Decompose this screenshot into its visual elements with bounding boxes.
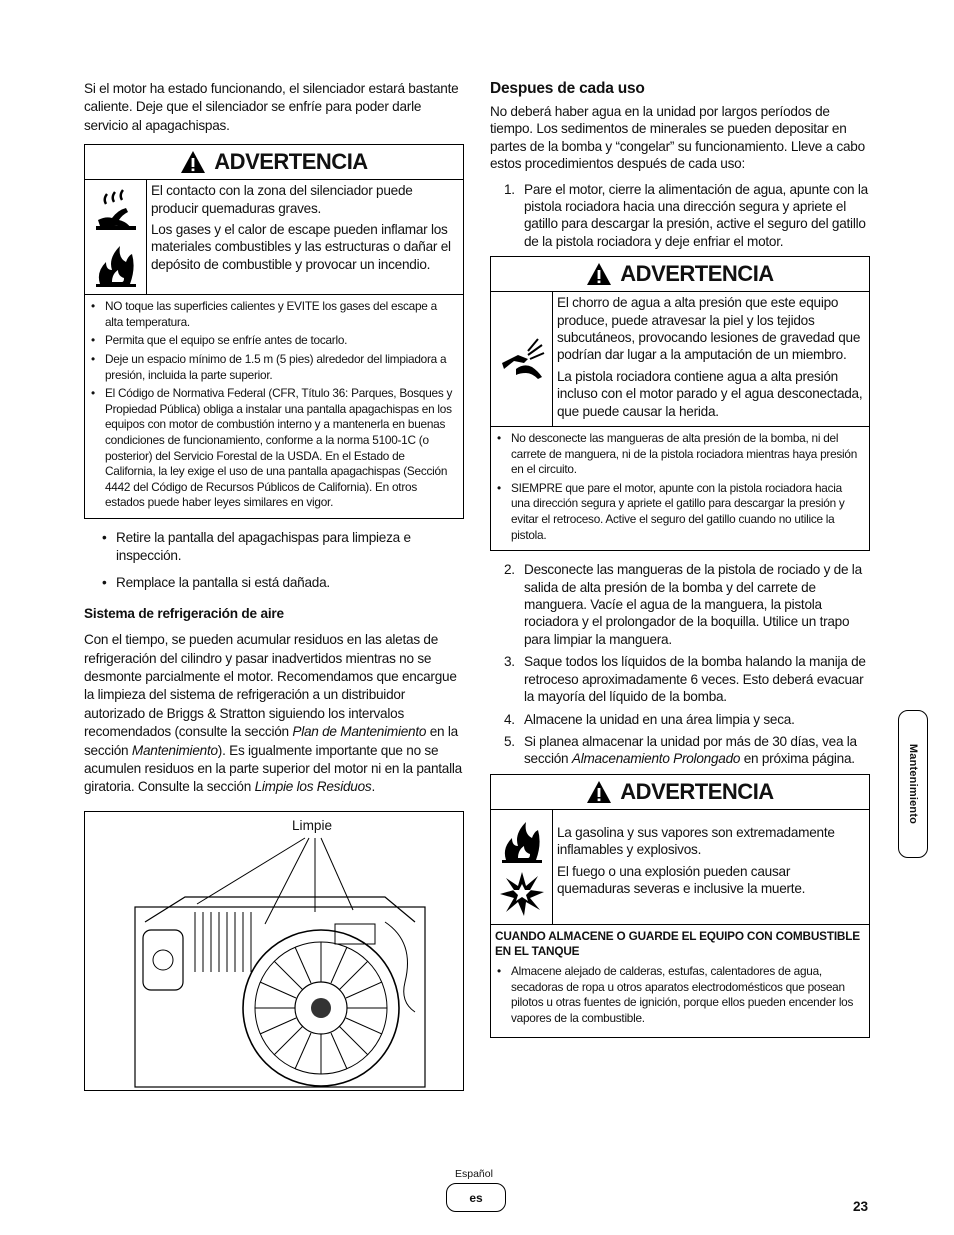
fire-icon bbox=[498, 816, 546, 864]
muffler-intro: Si el motor ha estado funcionando, el silenciador estará bastante caliente. Deje que el silenciador se enfríe para poder darle servicio al apagachispas. bbox=[84, 81, 459, 133]
warning-icons bbox=[491, 292, 553, 426]
warning-text-explosion: El fuego o una explosión pueden causar quemaduras severas e inclusive la muerte. bbox=[557, 863, 806, 896]
list-item: • El Código de Normativa Federal (CFR, Título 36: Parques, Bosques y Propiedad Pública) obliga a instalar una pantalla apagachispas en los equipos con motor de combustión interno y a mantenerla en buenas condiciones de funcionamiento, conforme a la norma 5100-1C (o posterior) del Servicio Forestal de la USDA. En el Estado de California, la ley exige el uso de una pantalla apagachispas (Sección 4442 del Código de Recursos Públicos de California). En otros estados puede haber leyes similares en vigor. bbox=[91, 386, 457, 511]
list-item: • Almacene alejado de calderas, estufas, calentadores de agua, secadoras de ropa u otros aparatos electrodomésticos que posean pilotos u otras fuentes de ignición, porque ellos pueden encender los vapores de la combustible. bbox=[497, 964, 863, 1026]
warning-title: ADVERTENCIA bbox=[214, 149, 368, 175]
warning-text-injection: El chorro de agua a alta presión que este equipo produce, puede atravesar la piel y los tejidos subcutáneos, provocando lesiones de gravedad que podrían dar lugar a la amputación de un miembro. bbox=[557, 295, 861, 363]
warning-text-gun-pressure: La pistola rociadora contiene agua a alta presión incluso con el motor parado y el agua desconectada, que puede causar la herida. bbox=[557, 368, 863, 419]
right-column bbox=[490, 80, 870, 1038]
warning-box-muffler bbox=[84, 144, 464, 519]
side-tab-label: Mantenimiento bbox=[907, 743, 919, 825]
list-item: • SIEMPRE que pare el motor, apunte con la pistola rociadora hacia una dirección segura y apriete el gatillo para descargar la presión y evitar el retroceso. Active el seguro del gatillo cuando no utilice la pistola. bbox=[497, 481, 863, 543]
engine-figure bbox=[84, 811, 464, 1091]
warning-title: ADVERTENCIA bbox=[620, 261, 774, 287]
steps-list-start bbox=[504, 181, 870, 251]
list-item: 4. Almacene la unidad en una área limpia y seca. bbox=[504, 711, 795, 727]
list-item: • Remplace la pantalla si está dañada. bbox=[102, 574, 464, 592]
language-code-badge: es bbox=[446, 1183, 506, 1212]
warning-box-pressure bbox=[490, 256, 870, 551]
list-item: 3. Saque todos los líquidos de la bomba halando la manija de retroceso aproximadamente 6 veces. Esto deberá evacuar la mayoría del líquido de la bomba. bbox=[504, 654, 866, 705]
warning-triangle-icon bbox=[180, 150, 206, 174]
section-side-tab bbox=[898, 710, 928, 858]
warning-text-burns: El contacto con la zona del silenciador puede producir quemaduras graves. bbox=[151, 183, 413, 216]
warning-box-fuel bbox=[490, 774, 870, 1039]
warning-header bbox=[491, 257, 869, 292]
cooling-section-title: Sistema de refrigeración de aire bbox=[84, 606, 284, 622]
fire-icon bbox=[92, 240, 140, 288]
warning-text bbox=[553, 292, 869, 426]
explosion-icon bbox=[498, 870, 546, 918]
list-item: 2. Desconecte las mangueras de la pistola de rociado y de la salida de alta presión de la bomba y del carrete de manguera. Vacíe el agua de la manguera, la pistola rociadora y el prolongador de la boquilla. Utilice un trapo para limpiar la manguera. bbox=[504, 562, 862, 647]
warning-text bbox=[147, 180, 463, 294]
injection-hazard-icon bbox=[498, 335, 546, 383]
cooling-paragraph: Con el tiempo, se pueden acumular residuos en las aletas de refrigeración del cilindro y pasar inadvertidos mientras no se desmonte parcialmente el motor. Recomendamos que encargue la limpieza del sistema de refrigeración a un distribuidor autorizado de Briggs & Stratton siguiendo los intervalos recomendados (consulte la sección Plan de Mantenimiento en la sección Mantenimiento). Es igualmente importante que no se acumulen residuos en la parte superior del motor ni en la pantalla giratoria. Consulte la sección Limpie los Residuos. bbox=[84, 632, 462, 795]
warning-body bbox=[491, 810, 869, 925]
warning-caps-heading: CUANDO ALMACENE O GUARDE EL EQUIPO CON COMBUSTIBLE EN EL TANQUE bbox=[495, 928, 860, 959]
spark-arrester-bullets bbox=[102, 529, 464, 592]
warning-title: ADVERTENCIA bbox=[620, 778, 774, 804]
figure-label-clean: Limpie bbox=[292, 817, 333, 833]
list-item: • Retire la pantalla del apagachispas para limpieza e inspección. bbox=[102, 529, 464, 566]
list-item: 1. Pare el motor, cierre la alimentación de agua, apunte con la pistola rociadora hacia una dirección segura y apriete el gatillo para descargar la presión, active el seguro del gatillo de la pistola rociadora y deje enfriar el motor. bbox=[504, 181, 868, 249]
page-number: 23 bbox=[853, 1199, 869, 1214]
warning-icons bbox=[85, 180, 147, 294]
hot-surface-icon bbox=[92, 186, 140, 234]
list-item: • Deje un espacio mínimo de 1.5 m (5 pies) alrededor del limpiadora a presión, incluida la parte superior. bbox=[91, 352, 457, 383]
steps-list-continued bbox=[504, 561, 870, 767]
footer-language: Español bbox=[455, 1168, 493, 1180]
warning-text bbox=[553, 810, 869, 924]
warning-header bbox=[85, 145, 463, 180]
warning-bullets bbox=[491, 962, 869, 1037]
after-use-title: Despues de cada uso bbox=[490, 80, 645, 97]
warning-bullets bbox=[491, 427, 869, 550]
warning-triangle-icon bbox=[586, 262, 612, 286]
warning-body bbox=[491, 292, 869, 427]
left-column bbox=[84, 80, 464, 1091]
warning-body bbox=[85, 180, 463, 295]
warning-triangle-icon bbox=[586, 780, 612, 804]
warning-header bbox=[491, 775, 869, 810]
list-item: 5. Si planea almacenar la unidad por más de 30 días, vea la sección Almacenamiento Prolongado en próxima página. bbox=[504, 733, 857, 767]
list-item: • Permita que el equipo se enfríe antes de tocarlo. bbox=[91, 333, 457, 349]
warning-icons bbox=[491, 810, 553, 924]
list-item: • No desconecte las mangueras de alta presión de la bomba, ni del carrete de manguera, ni de la pistola rociadora mientras haya presión en el circuito. bbox=[497, 431, 863, 478]
engine-illustration bbox=[85, 812, 463, 1090]
warning-text-flammable: La gasolina y sus vapores son extremadamente inflamables y explosivos. bbox=[557, 824, 835, 858]
after-use-intro: No deberá haber agua en la unidad por largos períodos de tiempo. Los sedimentos de minerales se pueden depositar en partes de la bomba y “congelar” su funcionamiento. Lleve a cabo estos procedimientos después de cada uso: bbox=[490, 104, 865, 172]
list-item: • NO toque las superficies calientes y EVITE los gases del escape a alta temperatura. bbox=[91, 299, 457, 330]
warning-text-fire: Los gases y el calor de escape pueden inflamar los materiales combustibles y las estructuras o dañar el depósito de combustible y provocar un incendio. bbox=[151, 222, 451, 272]
warning-bullets bbox=[85, 295, 463, 518]
